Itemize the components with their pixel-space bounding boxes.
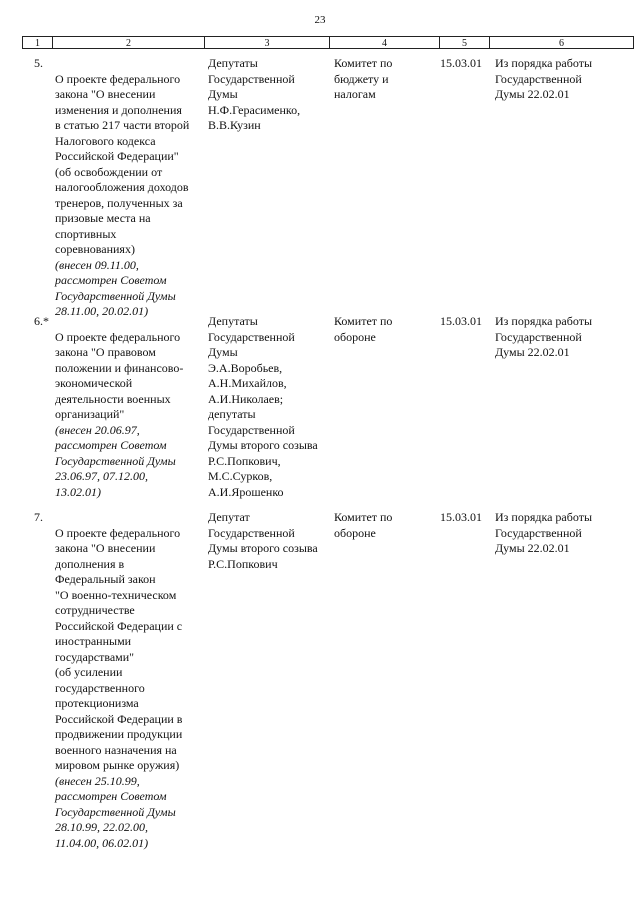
record-reason: Из порядка работы Государственной Думы 22.02.01: [495, 56, 593, 101]
page-number: 23: [314, 14, 326, 26]
record-committee: Комитет по бюджету и налогам: [334, 56, 393, 101]
header-col-2: 2: [52, 36, 204, 49]
header-col-4: 4: [329, 36, 439, 49]
record-note: (внесен 25.10.99, рассмотрен Советом Государственной Думы 28.10.99, 22.02.00, 11.04.00, 06.02.01): [55, 773, 176, 850]
record-authors: Депутаты Государственной Думы Н.Ф.Герасименко, В.В.Кузин: [208, 56, 301, 132]
record-reason: Из порядка работы Государственной Думы 22.02.01: [495, 510, 593, 555]
record-date: 15.03.01: [440, 510, 482, 524]
record-date: 15.03.01: [440, 314, 482, 328]
record-title: О проекте федерального закона "О внесении изменения и дополнения в статью 217 части второй Налогового кодекса Российской Федерации" (об освобождении от налогообложения доходов тренеров, полученных за призовые места на спортивных соревнованиях): [55, 71, 190, 256]
record-number: 6.*: [34, 314, 49, 328]
record-authors: Депутат Государственной Думы второго созыва Р.С.Попкович: [208, 510, 318, 571]
record-reason: Из порядка работы Государственной Думы 22.02.01: [495, 314, 593, 359]
header-col-5: 5: [439, 36, 489, 49]
header-col-3: 3: [204, 36, 329, 49]
record-number: 7.: [34, 510, 43, 524]
record-note: (внесен 20.06.97, рассмотрен Советом Государственной Думы 23.06.97, 07.12.00, 13.02.01): [55, 422, 176, 499]
record-title-cell: [55, 314, 205, 516]
record-number: 5.: [34, 56, 43, 70]
record-date: 15.03.01: [440, 56, 482, 70]
record-title-cell: [55, 510, 205, 867]
record-title-cell: [55, 56, 205, 335]
header-col-6: 6: [489, 36, 634, 49]
header-col-1: 1: [22, 36, 52, 49]
record-authors: Депутаты Государственной Думы Э.А.Воробьев, А.Н.Михайлов, А.И.Николаев; депутаты Государственной Думы второго созыва Р.С.Попкович, М.С.Сурков, А.И.Ярошенко: [208, 314, 318, 499]
record-title: О проекте федерального закона "О правовом положении и финансово- экономической деятельности военных организаций": [55, 329, 184, 421]
record-committee: Комитет по обороне: [334, 510, 393, 540]
record-committee: Комитет по обороне: [334, 314, 393, 344]
record-note: (внесен 09.11.00, рассмотрен Советом Государственной Думы 28.11.00, 20.02.01): [55, 257, 176, 318]
record-title: О проекте федерального закона "О внесении дополнения в Федеральный закон "О военно-техническом сотрудничестве Российской Федерации с иностранными государствами" (об усилении государственного протекционизма Российской Федерации в продвижении продукции военного назначения на мировом рынке оружия): [55, 525, 183, 772]
